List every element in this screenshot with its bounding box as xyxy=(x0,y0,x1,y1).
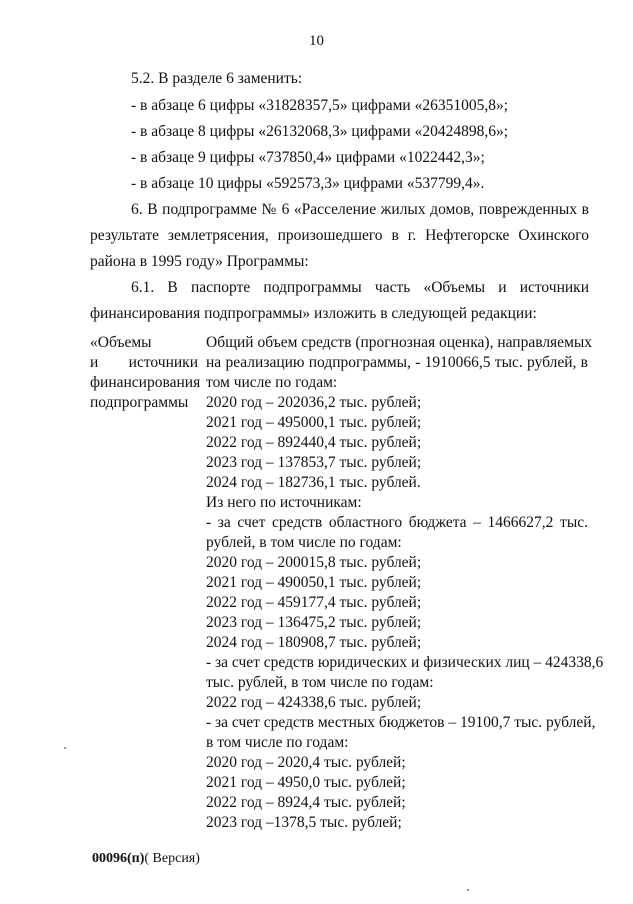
table-right-line: 2020 год – 202036,2 тыс. рублей; xyxy=(206,394,422,411)
table-right-line: 2020 год – 2020,4 тыс. рублей; xyxy=(206,754,406,771)
section-5-2-item: - в абзаце 6 цифры «31828357,5» цифрами «26351005,8»; xyxy=(131,97,509,114)
table-right-line: рублей, в том числе по годам: xyxy=(206,534,402,551)
section-5-2-item: - в абзаце 9 цифры «737850,4» цифрами «1022442,3»; xyxy=(131,149,485,166)
table-right-line: 2022 год – 424338,6 тыс. рублей; xyxy=(206,694,422,711)
table-right-line: на реализацию подпрограммы, - 1910066,5 тыс. рублей, в xyxy=(206,354,588,371)
section-5-2-item: - в абзаце 8 цифры «26132068,3» цифрами «20424898,6»; xyxy=(131,123,509,140)
table-right-line: 2022 год – 8924,4 тыс. рублей; xyxy=(206,794,406,811)
table-right-line: тыс. рублей, в том числе по годам: xyxy=(206,674,434,691)
section-6-1-line: финансирования подпрограммы» изложить в следующей редакции: xyxy=(90,305,537,322)
table-left-label: финансирования xyxy=(90,374,201,391)
table-right-line: Из него по источникам: xyxy=(206,494,362,511)
table-right-line: в том числе по годам: xyxy=(206,734,349,751)
table-left-label: «Объемы xyxy=(90,334,152,351)
table-left-label: и источники xyxy=(90,354,198,371)
table-right-line: том числе по годам: xyxy=(206,374,338,391)
table-right-line: 2023 год – 137853,7 тыс. рублей; xyxy=(206,454,422,471)
section-6-line: района в 1995 году» Программы: xyxy=(90,253,309,270)
table-right-line: Общий объем средств (прогнозная оценка), направляемых xyxy=(206,334,593,351)
table-right-line: 2021 год – 495000,1 тыс. рублей; xyxy=(206,414,422,431)
document-footer xyxy=(92,851,200,867)
table-right-line: 2021 год – 490050,1 тыс. рублей; xyxy=(206,574,422,591)
table-right-line: 2024 год – 180908,7 тыс. рублей; xyxy=(206,634,422,651)
table-right-line: - за счет средств областного бюджета – 1466627,2 тыс. xyxy=(206,514,588,531)
scan-speck xyxy=(64,747,66,749)
page-number: 10 xyxy=(309,33,324,49)
table-right-line: 2020 год – 200015,8 тыс. рублей; xyxy=(206,554,422,571)
section-6-1-line: 6.1. В паспорте подпрограммы часть «Объемы и источники xyxy=(131,279,589,296)
scan-speck xyxy=(467,889,469,891)
section-6-line: 6. В подпрограмме № 6 «Расселение жилых домов, поврежденных в xyxy=(131,201,589,218)
table-right-line: 2024 год – 182736,1 тыс. рублей. xyxy=(206,474,421,491)
document-code: 00096(п) xyxy=(92,851,145,866)
section-6-line: результате землетрясения, произошедшего в г. Нефтегорске Охинского xyxy=(90,227,589,244)
section-5-2-heading: 5.2. В разделе 6 заменить: xyxy=(131,70,303,87)
table-left-label: подпрограммы xyxy=(90,394,189,411)
table-right-line: 2023 год –1378,5 тыс. рублей; xyxy=(206,814,402,831)
document-version: ( Версия) xyxy=(144,851,200,866)
table-right-line: 2022 год – 459177,4 тыс. рублей; xyxy=(206,594,422,611)
table-right-line: - за счет средств местных бюджетов – 19100,7 тыс. рублей, xyxy=(206,714,596,731)
table-right-line: - за счет средств юридических и физических лиц – 424338,6 xyxy=(206,654,604,671)
table-right-line: 2022 год – 892440,4 тыс. рублей; xyxy=(206,434,422,451)
table-right-line: 2023 год – 136475,2 тыс. рублей; xyxy=(206,614,422,631)
section-5-2-item: - в абзаце 10 цифры «592573,3» цифрами «537799,4». xyxy=(131,175,485,192)
table-right-line: 2021 год – 4950,0 тыс. рублей; xyxy=(206,774,406,791)
